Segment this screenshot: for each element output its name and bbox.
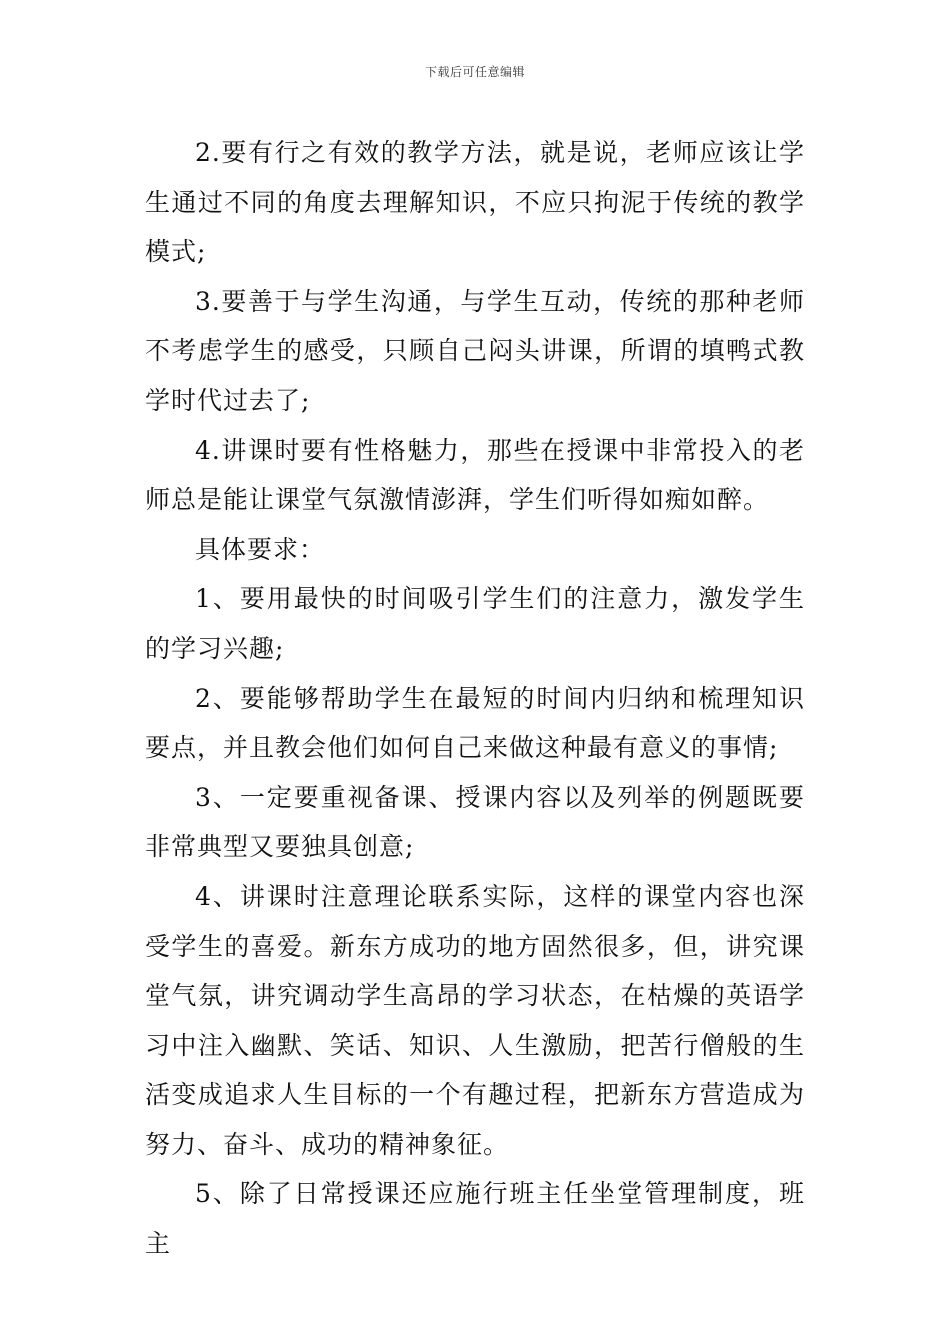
paragraph-teaching-methods: 2.要有行之有效的教学方法，就是说，老师应该让学生通过不同的角度去理解知识，不应只拘泥于传统的教学模式;	[145, 138, 805, 267]
paragraph-requirement-1: 1、要用最快的时间吸引学生们的注意力，激发学生的学习兴趣;	[145, 584, 805, 663]
paragraph-requirements-heading: 具体要求：	[195, 534, 326, 564]
document-body	[145, 128, 805, 1269]
paragraph-requirement-2: 2、要能够帮助学生在最短的时间内归纳和梳理知识要点，并且教会他们如何自己来做这种最有意义的事情;	[145, 683, 805, 763]
paragraph-requirement-3: 3、一定要重视备课、授课内容以及列举的例题既要非常典型又要独具创意;	[145, 782, 805, 862]
paragraph-communication: 3.要善于与学生沟通，与学生互动，传统的那种老师不考虑学生的感受，只顾自己闷头讲课，所谓的填鸭式教学时代过去了;	[145, 286, 805, 415]
page-header: 下载后可任意编辑	[424, 65, 525, 79]
paragraph-requirement-4: 4、讲课时注意理论联系实际，这样的课堂内容也深受学生的喜爱。新东方成功的地方固然很多，但，讲究课堂气氛，讲究调动学生高昂的学习状态，在枯燥的英语学习中注入幽默、笑话、知识、人生激励，把苦行僧般的生活变成追求人生目标的一个有趣过程，把新东方营造成为努力、奋斗、成功的精神象征。	[145, 881, 805, 1159]
paragraph-requirement-5: 5、除了日常授课还应施行班主任坐堂管理制度，班主	[145, 1179, 805, 1259]
paragraph-charisma: 4.讲课时要有性格魅力，那些在授课中非常投入的老师总是能让课堂气氛激情澎湃，学生们听得如痴如醉。	[145, 435, 805, 515]
